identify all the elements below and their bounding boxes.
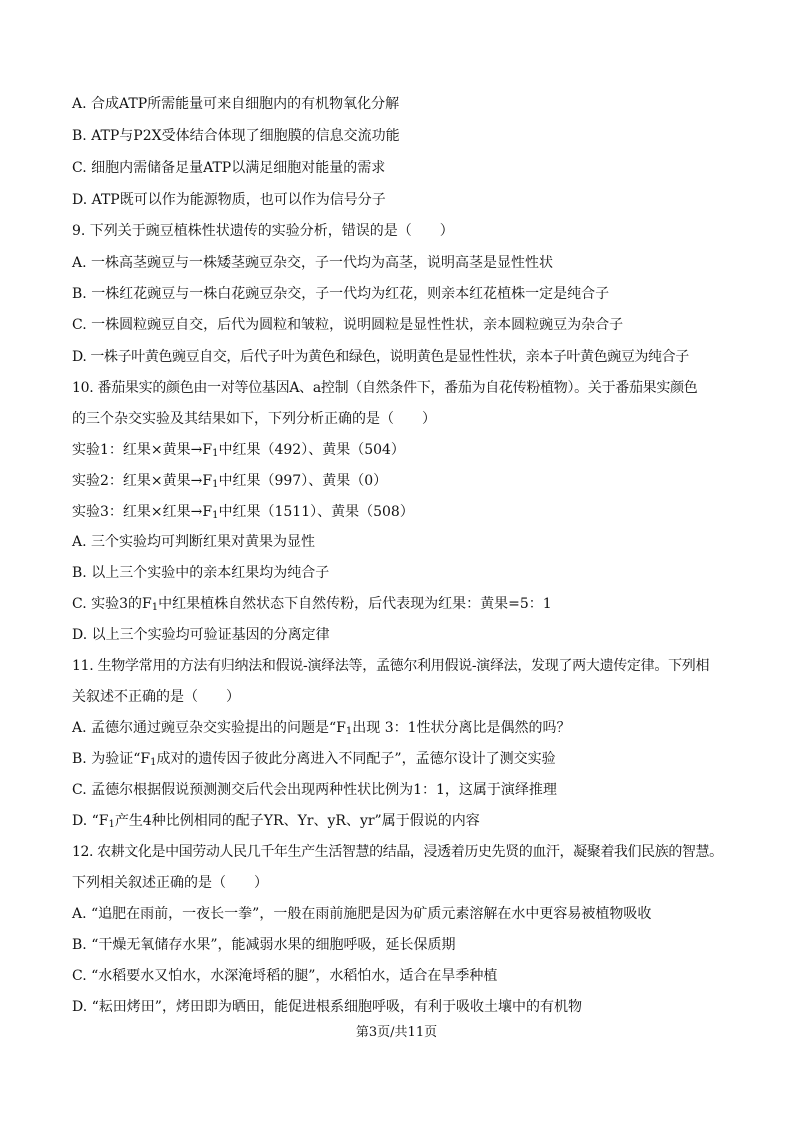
q10-option-d: D. 以上三个实验均可验证基因的分离定律 bbox=[72, 627, 330, 643]
q11-stem-line2: 关叙述不正确的是（ ） bbox=[72, 689, 240, 705]
q8-option-c: C. 细胞内需储备足量ATP以满足细胞对能量的需求 bbox=[72, 160, 386, 176]
q9-option-a: A. 一株高茎豌豆与一株矮茎豌豆杂交，子一代均为高茎，说明高茎是显性性状 bbox=[72, 255, 554, 271]
q12-stem-line1: 12. 农耕文化是中国劳动人民几千年生产生活智慧的结晶，浸透着历史先贤的血汗，凝聚着我们民族的智慧。 bbox=[72, 844, 723, 860]
q11-option-c: C. 孟德尔根据假说预测测交后代会出现两种性状比例为1：1，这属于演绎推理 bbox=[72, 782, 557, 798]
q11-option-a: A. 孟德尔通过豌豆杂交实验提出的问题是“$F_1$出现 3：1性状分离比是偶然的吗？ bbox=[72, 720, 571, 737]
q11-stem-line1: 11. 生物学常用的方法有归纳法和假说-演绎法等，孟德尔利用假说-演绎法，发现了两大遗传定律。下列相 bbox=[72, 658, 710, 674]
q11-option-d: D. “$F_1$产生4种比例相同的配子YR、Yr、yR、yr”属于假说的内容 bbox=[72, 813, 480, 830]
q12-option-c: C. “水稻要水又怕水，水深淹埒稻的腿”，水稻怕水，适合在旱季种植 bbox=[72, 968, 498, 984]
q10-stem-line1: 10. 番茄果实的颜色由一对等位基因A、a控制（自然条件下，番茄为自花传粉植物）。关于番茄果实颜色 bbox=[72, 380, 698, 396]
q12-option-d: D. “耘田烤田”，烤田即为晒田，能促进根系细胞呼吸，有利于吸收土壤中的有机物 bbox=[72, 999, 582, 1015]
q9-option-c: C. 一株圆粒豌豆自交，后代为圆粒和皱粒，说明圆粒是显性性状，亲本圆粒豌豆为杂合子 bbox=[72, 317, 624, 333]
q9-option-d: D. 一株子叶黄色豌豆自交，后代子叶为黄色和绿色，说明黄色是显性性状，亲本子叶黄色豌豆为纯合子 bbox=[72, 349, 689, 365]
q8-option-d: D. ATP既可以作为能源物质，也可以作为信号分子 bbox=[72, 192, 386, 208]
q10-option-a: A. 三个实验均可判断红果对黄果为显性 bbox=[72, 534, 316, 550]
q10-stem-line2: 的三个杂交实验及其结果如下，下列分析正确的是（ ） bbox=[72, 411, 436, 427]
q8-option-b: B. ATP与P2X受体结合体现了细胞膜的信息交流功能 bbox=[72, 128, 400, 144]
q10-option-c: C. 实验3的$F_1$中红果植株自然状态下自然传粉，后代表现为红果：黄果=5：1 bbox=[72, 596, 552, 613]
q12-stem-line2: 下列相关叙述正确的是（ ） bbox=[72, 875, 268, 891]
q12-option-b: B. “干燥无氧储存水果”，能减弱水果的细胞呼吸，延长保质期 bbox=[72, 937, 456, 953]
q8-option-a: A. 合成ATP所需能量可来自细胞内的有机物氧化分解 bbox=[72, 96, 400, 112]
q9-option-b: B. 一株红花豌豆与一株白花豌豆杂交，子一代均为红花，则亲本红花植株一定是纯合子 bbox=[72, 286, 610, 302]
q10-experiment-2: 实验2：红果×黄果$\to F_1$中红果（997）、黄果（0） bbox=[72, 473, 388, 490]
q11-option-b: B. 为验证“$F_1$成对的遗传因子彼此分离进入不同配子”，孟德尔设计了测交实验 bbox=[72, 751, 556, 768]
q10-experiment-3: 实验3：红果×红果$\to F_1$中红果（1511）、黄果（508） bbox=[72, 504, 414, 521]
q9-stem: 9. 下列关于豌豆植株性状遗传的实验分析，错误的是（ ） bbox=[72, 223, 454, 239]
page-footer: 第3页/共11页 bbox=[355, 1025, 438, 1040]
q10-experiment-1: 实验1：红果×黄果$\to F_1$中红果（492）、黄果（504） bbox=[72, 442, 405, 459]
q12-option-a: A. “追肥在雨前，一夜长一拳”，一般在雨前施肥是因为矿质元素溶解在水中更容易被植物吸收 bbox=[72, 906, 652, 922]
q10-option-b: B. 以上三个实验中的亲本红果均为纯合子 bbox=[72, 565, 330, 581]
